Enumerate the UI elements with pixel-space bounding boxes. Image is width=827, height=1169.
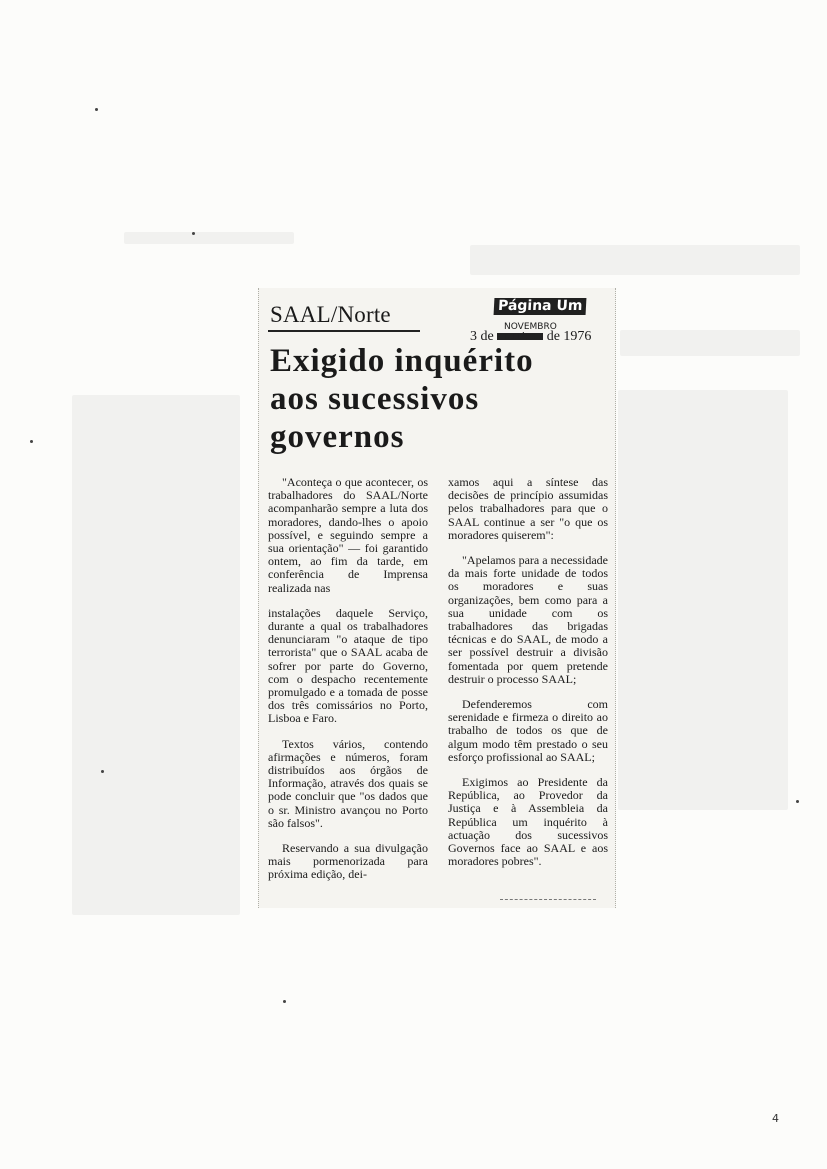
paragraph: Exigimos ao Presidente da República, ao Provedor da Justiça e à Assembleia da República um inquérito à actuação dos sucessivos Governos face ao SAAL e aos moradores pobres". [448,775,608,869]
dust-speck [796,800,799,803]
paragraph: instalações daquele Serviço, durante a qual os trabalhadores denunciaram "o ataque de tipo terrorista" que o SAAL acaba de sofrer por parte do Governo, com o despacho recentemente promulgado e a tomada de posse dos três comissários no Porto, Lisboa e Faro. [268,605,428,726]
end-rule [500,899,596,900]
paragraph: Reservando a sua divulgação mais pormenorizada para próxima edição, dei- [268,841,428,882]
page-number: 4 [772,1112,779,1125]
bleed-through-heading [620,330,800,356]
dust-speck [192,232,195,235]
headline-line: aos sucessivos [270,381,480,417]
bleed-through-column [72,395,240,915]
bleed-through-heading [470,245,800,275]
paragraph: "Apelamos para a necessidade da mais forte unidade de todos os moradores e suas organizações, bem como para a sua unidade com os trabalhadores das brigadas técnicas e do SAAL, de modo a ser possível destruir a divisão fomentada por quem pretende destruir o processo SAAL; [448,553,608,686]
dust-speck [95,108,98,111]
headline [270,342,534,456]
paragraph: Textos vários, contendo afirmações e números, foram distribuídos aos órgãos de Informação, através dos quais se pode concluir que "os dados que o sr. Ministro avançou no Porto são falsos". [268,736,428,830]
section-kicker: SAAL/Norte [270,302,391,327]
struck-month: outubro [497,333,543,340]
paragraph: "Aconteça o que acontecer, os trabalhadores do SAAL/Norte acompanharão sempre a luta dos moradores, dando-lhes o apoio possível, e seguindo sempre a sua orientação" — foi garantido ontem, ao fim da tarde, em conferência de Imprensa realizada nas [268,475,428,595]
kicker-underline [268,330,420,332]
bleed-through-heading [124,232,294,244]
date-suffix: de 1976 [546,329,592,344]
dust-speck [101,770,104,773]
bleed-through-column [618,390,788,810]
paragraph: Defenderemos com serenidade e firmeza o direito ao trabalho de todos os que de algum modo têm prestado o seu esforço profissional ao SAAL; [448,697,608,764]
dust-speck [30,440,33,443]
paragraph: xamos aqui a síntese das decisões de princípio assumidas pelos trabalhadores para que o SAAL continue a ser "o que os moradores quiserem": [448,475,608,542]
headline-line: governos [270,419,405,455]
date-prefix: 3 de [470,329,494,344]
left-column [268,476,428,894]
headline-line: Exigido inquérito [270,343,534,379]
handwritten-month: NOVEMBRO [504,322,557,332]
publication-stamp: Página Um [494,298,587,315]
right-column [448,476,608,880]
dust-speck [283,1000,286,1003]
